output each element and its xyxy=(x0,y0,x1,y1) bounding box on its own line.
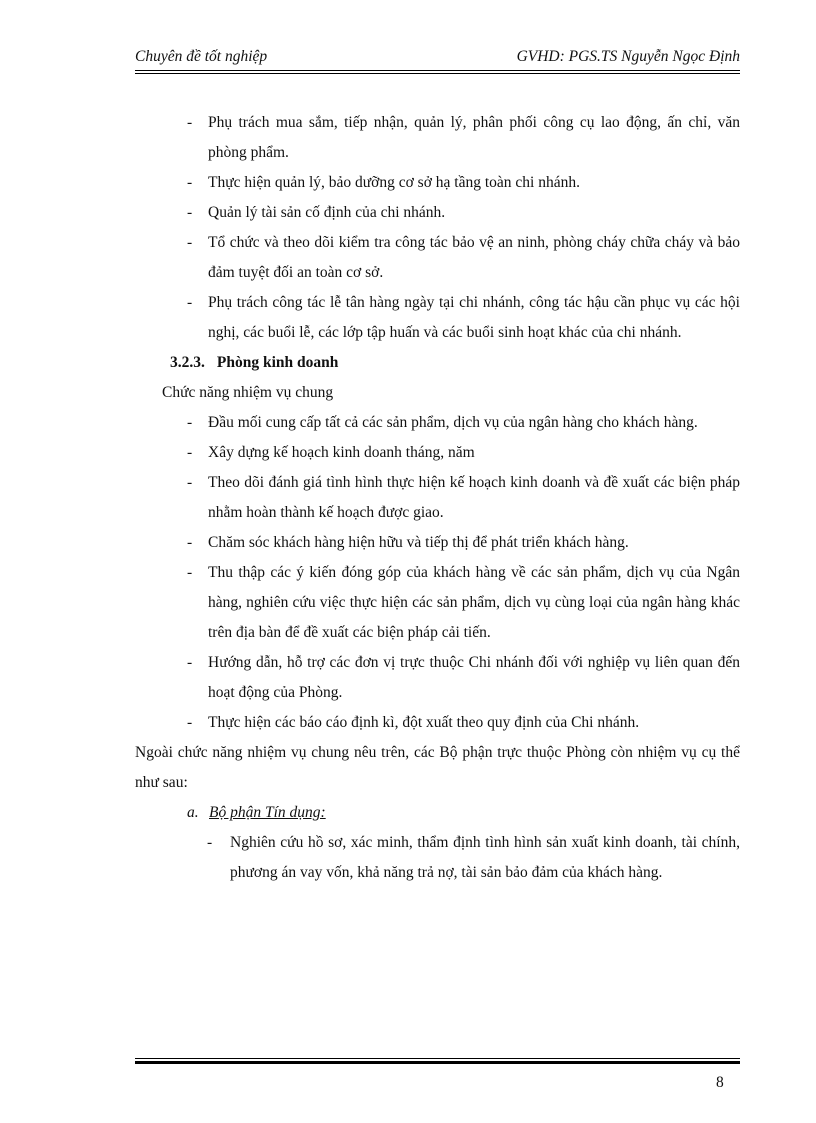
list-item xyxy=(135,228,740,288)
dash-bullet: - xyxy=(187,564,193,581)
dash-bullet: - xyxy=(187,174,193,191)
dash-bullet: - xyxy=(187,534,193,551)
list-item-text: Thực hiện các báo cáo định kì, đột xuất theo quy định của Chi nhánh. xyxy=(208,714,640,731)
section-title: Phòng kinh doanh xyxy=(216,354,339,371)
list-item xyxy=(135,438,740,468)
list-item-text: Hướng dẫn, hỗ trợ các đơn vị trực thuộc Chi nhánh đối với nghiệp vụ liên quan đến hoạt động của Phòng. xyxy=(208,654,740,701)
header-document-title: Chuyên đề tốt nghiệp xyxy=(135,48,268,65)
list-item-text: Thu thập các ý kiến đóng góp của khách hàng về các sản phẩm, dịch vụ của Ngân hàng, nghiên cứu việc thực hiện các sản phẩm, dịch vụ cùng loại của ngân hàng khác trên địa bàn để đề xuất các biện pháp cải tiến. xyxy=(208,564,740,641)
header-divider xyxy=(135,70,740,74)
list-item xyxy=(135,708,740,738)
section-heading xyxy=(135,348,740,378)
list-item xyxy=(135,108,740,168)
subsection-letter: a. xyxy=(187,804,199,821)
list-item-text: Theo dõi đánh giá tình hình thực hiện kế hoạch kinh doanh và đề xuất các biện pháp nhằm hoàn thành kế hoạch được giao. xyxy=(208,474,740,521)
subheading: Chức năng nhiệm vụ chung xyxy=(162,384,334,401)
dash-bullet: - xyxy=(187,114,193,131)
list-item xyxy=(135,408,740,438)
list-item xyxy=(135,528,740,558)
list-item xyxy=(135,288,740,348)
list-item xyxy=(135,828,740,888)
header-advisor: GVHD: PGS.TS Nguyễn Ngọc Định xyxy=(516,48,740,65)
list-item xyxy=(135,198,740,228)
dash-bullet: - xyxy=(187,444,193,461)
dash-bullet: - xyxy=(187,414,193,431)
page-body xyxy=(135,108,740,888)
subsection-heading xyxy=(135,798,740,828)
dash-bullet: - xyxy=(207,834,213,851)
list-item-text: Phụ trách mua sắm, tiếp nhận, quản lý, phân phối công cụ lao động, ấn chỉ, văn phòng phẩm. xyxy=(208,114,740,161)
dash-bullet: - xyxy=(187,714,193,731)
dash-bullet: - xyxy=(187,204,193,221)
list-item-text: Tổ chức và theo dõi kiểm tra công tác bảo vệ an ninh, phòng cháy chữa cháy và bảo đảm tuyệt đối an toàn cơ sở. xyxy=(208,234,740,281)
list-item xyxy=(135,648,740,708)
dash-bullet: - xyxy=(187,474,193,491)
page-header xyxy=(135,48,740,70)
list-item xyxy=(135,168,740,198)
page-number: 8 xyxy=(716,1074,724,1091)
list-item-text: Xây dựng kế hoạch kinh doanh tháng, năm xyxy=(208,444,475,461)
list-item-text: Quản lý tài sản cố định của chi nhánh. xyxy=(208,204,446,221)
list-item-text: Chăm sóc khách hàng hiện hữu và tiếp thị để phát triển khách hàng. xyxy=(208,534,629,551)
body-paragraph: Ngoài chức năng nhiệm vụ chung nêu trên, các Bộ phận trực thuộc Phòng còn nhiệm vụ cụ thể như sau: xyxy=(135,744,740,791)
dash-bullet: - xyxy=(187,234,193,251)
footer-divider xyxy=(135,1058,740,1064)
subsection-title: Bộ phận Tín dụng: xyxy=(209,804,326,821)
dash-bullet: - xyxy=(187,294,193,311)
list-item xyxy=(135,468,740,528)
dash-bullet: - xyxy=(187,654,193,671)
list-item xyxy=(135,558,740,648)
list-item-text: Thực hiện quản lý, bảo dưỡng cơ sở hạ tầng toàn chi nhánh. xyxy=(208,174,580,191)
list-item-text: Đầu mối cung cấp tất cả các sản phẩm, dịch vụ của ngân hàng cho khách hàng. xyxy=(208,414,698,431)
section-number: 3.2.3. xyxy=(170,354,205,371)
list-item-text: Nghiên cứu hồ sơ, xác minh, thẩm định tình hình sản xuất kinh doanh, tài chính, phương án vay vốn, khả năng trả nợ, tài sản bảo đảm của khách hàng. xyxy=(230,834,740,881)
list-item-text: Phụ trách công tác lễ tân hàng ngày tại chi nhánh, công tác hậu cần phục vụ các hội nghị, các buổi lễ, các lớp tập huấn và các buổi sinh hoạt khác của chi nhánh. xyxy=(208,294,740,341)
